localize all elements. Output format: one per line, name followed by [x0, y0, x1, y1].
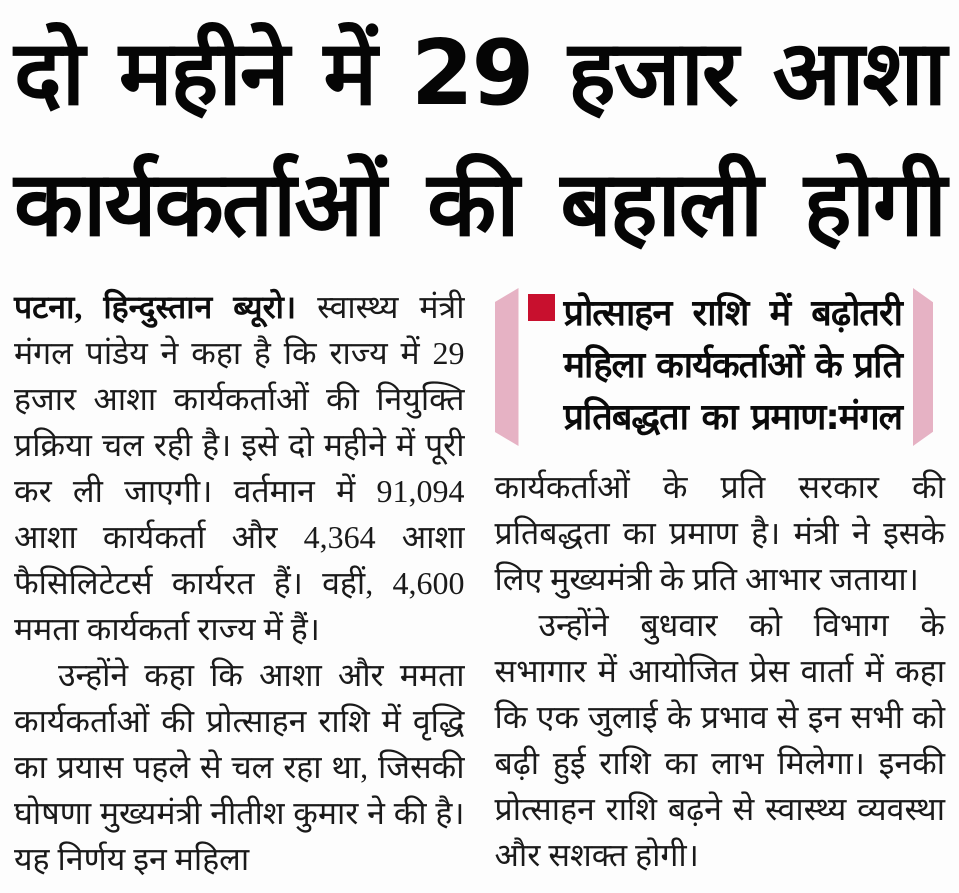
- dateline: पटना, हिन्दुस्तान ब्यूरो।: [14, 289, 297, 325]
- pull-quote-line-3: प्रतिबद्धता का प्रमाण:मंगल: [563, 397, 902, 438]
- right-paragraph-2: उन्होंने बुधवार को विभाग के सभागार में आयोजित प्रेस वार्ता में कहा कि एक जुलाई के प्रभाव से इन सभी को बढ़ी हुई राशि का लाभ मिलेगा। इनकी प्रोत्साहन राशि बढ़ने से स्वास्थ्य व्यवस्था और सशक्त होगी।: [494, 607, 945, 873]
- right-paragraph-1: कार्यकर्ताओं के प्रति सरकार की प्रतिबद्धता का प्रमाण है। मंत्री ने इसके लिए मुख्यमंत्री के प्रति आभार जताया।: [494, 469, 945, 597]
- pull-quote-right-bar: [913, 288, 933, 446]
- left-paragraph-1: [14, 284, 465, 652]
- left-paragraph-1-text: स्वास्थ्य मंत्री मंगल पांडेय ने कहा है कि राज्य में 29 हजार आशा कार्यकर्ताओं की नियुक्ति प्रक्रिया चल रही है। इसे दो महीने में पूरी कर ली जाएगी। वर्तमान में 91,094 आशा कार्यकर्ता और 4,364 आशा फैसिलिटेटर्स कार्यरत हैं। वहीं, 4,600 ममता कार्यकर्ता राज्य में हैं।: [14, 289, 465, 647]
- pull-quote-line-2: महिला कार्यकर्ताओं के प्रति: [563, 345, 902, 386]
- headline: [14, 8, 945, 270]
- article-columns: [14, 284, 945, 882]
- pull-quote-title: [564, 288, 903, 444]
- left-paragraph-2: उन्होंने कहा कि आशा और ममता कार्यकर्ताओं की प्रोत्साहन राशि में वृद्धि का प्रयास पहले से चल रहा था, जिसकी घोषणा मुख्यमंत्री नीतीश कुमार ने की है। यह निर्णय इन महिला: [14, 657, 465, 877]
- pull-quote-line-1: प्रोत्साहन राशि में बढ़ोतरी: [563, 293, 902, 334]
- headline-line-2: कार्यकर्ताओं की बहाली होगी: [14, 152, 945, 257]
- headline-line-1: दो महीने में 29 हजार आशा: [14, 21, 945, 126]
- right-column: [495, 284, 946, 882]
- pull-quote-box: [495, 288, 946, 448]
- pull-quote-left-bar: [495, 288, 519, 446]
- left-column: [14, 284, 465, 882]
- red-square-bullet-icon: [528, 294, 555, 321]
